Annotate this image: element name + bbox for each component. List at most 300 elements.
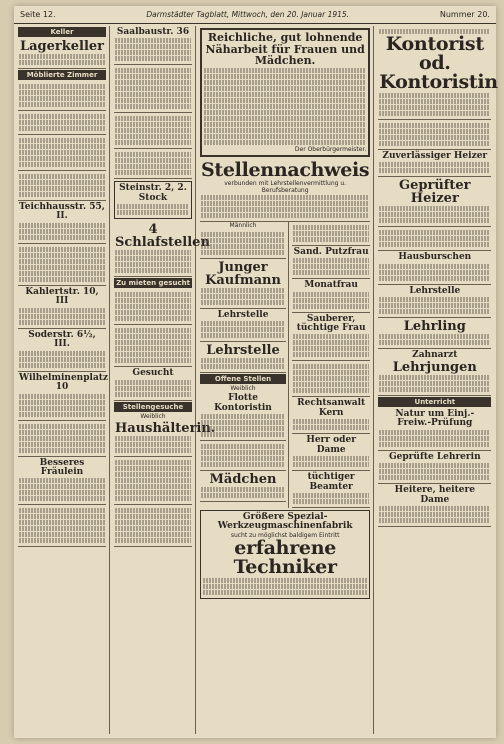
classified-ad (200, 309, 286, 342)
text-line-placeholder (379, 334, 490, 339)
text-line-placeholder (293, 237, 369, 242)
text-line-placeholder (117, 210, 189, 215)
text-line-placeholder (115, 358, 191, 363)
text-line-placeholder (201, 358, 285, 363)
classified-ad (200, 510, 370, 599)
text-line-placeholder (201, 201, 369, 206)
classified-ad (378, 177, 491, 227)
text-line-placeholder (115, 490, 191, 495)
text-line-placeholder (379, 168, 490, 173)
ad-junger-kaufmann: Junger Kaufmann (205, 259, 281, 288)
subsection-weiblich: Weiblich (140, 412, 166, 420)
classified-ad (114, 505, 192, 547)
text-line-placeholder (115, 92, 191, 97)
classified-ad (200, 392, 286, 441)
column-2 (114, 26, 216, 734)
text-line-placeholder (115, 460, 191, 465)
text-line-placeholder (293, 225, 369, 230)
ad-sucht: sucht zu möglichst baldigem Eintritt (230, 531, 340, 539)
text-line-placeholder (19, 138, 105, 143)
text-line-placeholder (379, 29, 490, 34)
text-line-placeholder (19, 84, 105, 89)
text-line-placeholder (201, 493, 285, 498)
text-line-placeholder (201, 232, 285, 237)
text-line-placeholder (115, 250, 191, 255)
text-line-placeholder (19, 265, 105, 270)
classified-ad (114, 181, 192, 219)
text-line-placeholder (293, 370, 369, 375)
text-line-placeholder (115, 328, 191, 333)
classified-ad (114, 420, 216, 457)
text-line-placeholder (204, 122, 366, 127)
text-line-placeholder (379, 123, 490, 128)
classified-ad (18, 457, 106, 506)
classified-ad (378, 26, 498, 120)
text-line-placeholder (115, 346, 191, 351)
classified-ad (378, 251, 491, 284)
text-line-placeholder (379, 469, 490, 474)
text-line-placeholder (379, 162, 490, 167)
ad-soderstr: Soderstr. 6½, III. (28, 329, 96, 350)
ad-reichliche-naharbeit: Reichliche, gut lohnende Näharbeit für Frauen und Mädchen. (205, 31, 365, 68)
text-line-placeholder (19, 271, 105, 276)
text-line-placeholder (379, 206, 490, 211)
text-line-placeholder (115, 484, 191, 489)
classified-ad (114, 289, 192, 325)
text-line-placeholder (115, 472, 191, 477)
text-line-placeholder (19, 314, 105, 319)
ad-einj-pruefung: Natur um Einj.-Freiw.-Prüfung (395, 408, 475, 429)
text-line-placeholder (19, 394, 105, 399)
classified-ad (378, 285, 491, 318)
subsection-weiblich-2: Weiblich (230, 385, 256, 393)
text-line-placeholder (204, 104, 366, 109)
text-line-placeholder (19, 508, 105, 513)
text-line-placeholder (201, 426, 285, 431)
text-line-placeholder (115, 316, 191, 321)
text-line-placeholder (19, 277, 105, 282)
classified-ad (18, 421, 106, 457)
ad-lagerkeller: Lagerkeller (19, 39, 105, 54)
text-line-placeholder (115, 508, 191, 513)
text-line-placeholder (19, 150, 105, 155)
text-line-placeholder (115, 256, 191, 261)
text-line-placeholder (293, 292, 369, 297)
text-line-placeholder (201, 238, 285, 243)
text-line-placeholder (201, 414, 285, 419)
text-line-placeholder (293, 258, 369, 263)
text-line-placeholder (293, 364, 369, 369)
column-1 (18, 26, 110, 734)
classified-ad (18, 286, 106, 329)
text-line-placeholder (115, 56, 191, 61)
text-line-placeholder (293, 388, 369, 393)
ad-schlafstellen: 4 Schlafstellen (115, 222, 210, 251)
stellennachweis-title: Stellennachweis (201, 158, 370, 181)
ad-gepruefter-heizer: Geprüfter Heizer (399, 178, 471, 207)
text-line-placeholder (115, 514, 191, 519)
text-line-placeholder (204, 134, 366, 139)
classified-ad (18, 135, 106, 171)
text-line-placeholder (19, 442, 105, 447)
text-line-placeholder (115, 352, 191, 357)
text-line-placeholder (115, 538, 191, 543)
text-line-placeholder (19, 424, 105, 429)
text-line-placeholder (379, 236, 490, 241)
text-line-placeholder (19, 490, 105, 495)
text-line-placeholder (115, 38, 191, 43)
text-line-placeholder (293, 231, 369, 236)
text-line-placeholder (19, 351, 105, 356)
text-line-placeholder (201, 300, 285, 305)
text-line-placeholder (115, 310, 191, 315)
classified-ad (378, 451, 491, 484)
text-line-placeholder (19, 144, 105, 149)
text-line-placeholder (203, 584, 367, 589)
text-line-placeholder (201, 213, 369, 218)
ad-teichhausstr: Teichhausstr. 55, II. (19, 202, 105, 222)
ad-tuechtiger-beamter: tüchtiger Beamter (307, 472, 355, 492)
text-line-placeholder (293, 382, 369, 387)
text-line-placeholder (379, 436, 490, 441)
text-line-placeholder (201, 321, 285, 326)
text-line-placeholder (204, 80, 366, 85)
text-line-placeholder (19, 320, 105, 325)
text-line-placeholder (19, 363, 105, 368)
classified-ad (18, 201, 106, 244)
signature: Der Oberbürgermeister. (294, 145, 367, 153)
text-line-placeholder (379, 518, 490, 523)
classified-ad (114, 367, 192, 400)
text-line-placeholder (204, 110, 366, 115)
text-line-placeholder (379, 105, 490, 110)
text-line-placeholder (115, 86, 191, 91)
text-line-placeholder (201, 420, 285, 425)
text-line-placeholder (293, 499, 369, 504)
text-line-placeholder (19, 192, 105, 197)
classified-ad (18, 372, 109, 421)
text-line-placeholder (201, 207, 369, 212)
classified-ad (114, 26, 192, 65)
ad-rechtsanwalt: Rechtsanwalt Kern (297, 398, 366, 418)
ad-steinstr: Steinstr. 2, 2. Stock (119, 183, 187, 203)
text-line-placeholder (19, 162, 105, 167)
text-line-placeholder (115, 140, 191, 145)
text-line-placeholder (19, 229, 105, 234)
text-line-placeholder (115, 158, 191, 163)
ad-sand-putzfrau: Sand. Putzfrau (293, 246, 369, 257)
text-line-placeholder (379, 129, 490, 134)
text-line-placeholder (379, 387, 490, 392)
text-line-placeholder (19, 308, 105, 313)
text-line-placeholder (293, 298, 369, 303)
text-line-placeholder (115, 532, 191, 537)
newspaper-title: Darmstädter Tagblatt, Mittwoch, den 20. Januar 1915. (146, 10, 350, 19)
text-line-placeholder (19, 102, 105, 107)
text-line-placeholder (201, 244, 285, 249)
ad-spezial-werkzeug: Größere Spezial-Werkzeugmaschinenfabrik (217, 512, 353, 532)
classified-ad (200, 471, 286, 502)
text-line-placeholder (19, 186, 105, 191)
text-line-placeholder (204, 86, 366, 91)
text-line-placeholder (115, 478, 191, 483)
section-stellengesuche: Stellengesuche (114, 402, 192, 412)
ad-lehrstelle-2: Lehrstelle (206, 343, 280, 359)
text-line-placeholder (115, 436, 191, 441)
classified-ad (114, 457, 192, 505)
ad-saalbaustr: Saalbaustr. 36 (116, 27, 190, 37)
text-line-placeholder (19, 54, 105, 59)
text-line-placeholder (293, 493, 369, 498)
text-line-placeholder (115, 340, 191, 345)
classified-ad (18, 38, 106, 69)
text-line-placeholder (379, 442, 490, 447)
classified-ad (292, 434, 370, 471)
text-line-placeholder (115, 170, 191, 175)
ad-kahlertstr: Kahlertstr. 10, III (25, 286, 99, 307)
classified-ad (200, 28, 370, 157)
text-line-placeholder (379, 93, 490, 98)
text-line-placeholder (115, 526, 191, 531)
text-line-placeholder (293, 425, 369, 430)
text-line-placeholder (379, 99, 490, 104)
text-line-placeholder (204, 68, 366, 73)
text-line-placeholder (115, 304, 191, 309)
text-line-placeholder (19, 357, 105, 362)
text-line-placeholder (379, 512, 490, 517)
classified-ad (292, 246, 370, 279)
ad-zahnarzt: Zahnarzt (412, 350, 458, 361)
text-line-placeholder (115, 442, 191, 447)
text-line-placeholder (19, 156, 105, 161)
classified-ad (114, 65, 192, 113)
masthead (14, 6, 496, 24)
text-line-placeholder (201, 364, 285, 369)
ad-hausaelterin: Haushälterin. (115, 420, 216, 436)
text-line-placeholder (293, 270, 369, 275)
classified-ad (18, 111, 106, 135)
column-4 (378, 26, 498, 734)
text-line-placeholder (379, 276, 490, 281)
text-line-placeholder (115, 520, 191, 525)
section-offene-stellen: Offene Stellen (200, 374, 286, 384)
text-line-placeholder (19, 120, 105, 125)
text-line-placeholder (115, 50, 191, 55)
ad-maedchen: Mädchen (209, 471, 277, 487)
classified-ad (200, 159, 370, 222)
ad-lehrjungen: Lehrjungen (392, 359, 477, 375)
text-line-placeholder (19, 412, 105, 417)
ad-zuverlaessiger-heizer: Zuverlässiger Heizer (382, 151, 488, 161)
text-line-placeholder (379, 212, 490, 217)
text-line-placeholder (203, 590, 367, 595)
classified-ad (378, 318, 491, 349)
text-line-placeholder (379, 264, 490, 269)
section-moeblierte-zimmer: Möblierte Zimmer (18, 70, 106, 80)
classified-ad (378, 227, 491, 251)
text-line-placeholder (19, 247, 105, 252)
page-number: Seite 12. (20, 10, 56, 19)
text-line-placeholder (204, 128, 366, 133)
classified-ad (378, 150, 491, 177)
classified-ad (18, 244, 106, 286)
text-line-placeholder (19, 90, 105, 95)
classified-ad (378, 408, 491, 451)
issue-number: Nummer 20. (439, 10, 490, 19)
text-line-placeholder (201, 456, 285, 461)
classified-ad (200, 229, 286, 259)
text-line-placeholder (379, 430, 490, 435)
classified-ad (378, 349, 491, 395)
text-line-placeholder (115, 334, 191, 339)
text-line-placeholder (19, 538, 105, 543)
text-line-placeholder (379, 141, 490, 146)
text-line-placeholder (293, 304, 369, 309)
text-line-placeholder (19, 496, 105, 501)
text-line-placeholder (19, 526, 105, 531)
column-3 (200, 26, 374, 734)
text-line-placeholder (201, 450, 285, 455)
text-line-placeholder (19, 514, 105, 519)
text-line-placeholder (115, 74, 191, 79)
text-line-placeholder (293, 334, 369, 339)
text-line-placeholder (19, 174, 105, 179)
text-line-placeholder (201, 327, 285, 332)
text-line-placeholder (203, 578, 367, 583)
classified-ad (200, 441, 286, 471)
text-line-placeholder (115, 44, 191, 49)
text-line-placeholder (204, 98, 366, 103)
ad-flotte-kontoristin: Flotte Kontoristin (214, 393, 272, 413)
stellennachweis-subtitle: verbunden mit Lehrstellenvermittlung u. Berufsberatung (224, 179, 347, 194)
text-line-placeholder (115, 128, 191, 133)
text-line-placeholder (293, 264, 369, 269)
text-line-placeholder (19, 223, 105, 228)
text-line-placeholder (19, 520, 105, 525)
ad-lehrstelle: Lehrstelle (217, 309, 269, 320)
ad-hausburschen: Hausburschen (398, 252, 472, 263)
section-zu-mieten-gesucht: Zu mieten gesucht (114, 278, 192, 288)
text-line-placeholder (293, 419, 369, 424)
classified-ad (292, 471, 370, 508)
ad-herr-oder-dame: Herr oder Dame (306, 435, 356, 455)
text-line-placeholder (115, 80, 191, 85)
classified-ad (18, 171, 106, 201)
classified-ad (292, 361, 370, 397)
text-line-placeholder (115, 380, 191, 385)
text-line-placeholder (19, 235, 105, 240)
text-line-placeholder (19, 484, 105, 489)
ad-monatfrau: Monatfrau (304, 280, 358, 291)
classified-ad (292, 313, 370, 362)
text-line-placeholder (19, 96, 105, 101)
text-line-placeholder (19, 60, 105, 65)
section-keller: Keller (18, 27, 106, 37)
text-line-placeholder (115, 496, 191, 501)
text-line-placeholder (293, 340, 369, 345)
text-line-placeholder (115, 68, 191, 73)
text-line-placeholder (201, 294, 285, 299)
text-line-placeholder (19, 532, 105, 537)
text-line-placeholder (379, 381, 490, 386)
text-line-placeholder (115, 386, 191, 391)
text-line-placeholder (19, 253, 105, 258)
ad-lehrling: Lehrling (403, 319, 466, 335)
text-line-placeholder (379, 309, 490, 314)
text-line-placeholder (115, 98, 191, 103)
classified-ad (18, 505, 106, 547)
text-line-placeholder (293, 352, 369, 357)
classified-ad (114, 221, 210, 277)
ad-wilhelminenplatz: Wilhelminenplatz 10 (19, 372, 109, 393)
text-line-placeholder (379, 270, 490, 275)
ad-besseres-fraeulein: Besseres Fräulein (39, 457, 85, 477)
text-line-placeholder (293, 456, 369, 461)
text-line-placeholder (379, 242, 490, 247)
text-line-placeholder (19, 436, 105, 441)
text-line-placeholder (19, 259, 105, 264)
text-line-placeholder (201, 444, 285, 449)
text-line-placeholder (379, 111, 490, 116)
text-line-placeholder (204, 116, 366, 121)
classified-ad (18, 81, 106, 111)
classified-ad (378, 120, 491, 150)
text-line-placeholder (201, 487, 285, 492)
text-line-placeholder (379, 218, 490, 223)
text-line-placeholder (379, 230, 490, 235)
text-line-placeholder (204, 92, 366, 97)
ad-gepruefte-lehrerin: Geprüfte Lehrerin (388, 451, 481, 462)
text-line-placeholder (115, 164, 191, 169)
subsection-maennlich: Männlich (229, 221, 257, 229)
text-line-placeholder (293, 462, 369, 467)
text-line-placeholder (201, 333, 285, 338)
text-line-placeholder (201, 288, 285, 293)
text-line-placeholder (19, 400, 105, 405)
text-line-placeholder (201, 462, 285, 467)
classified-ad (114, 113, 192, 149)
ad-heitere-dame: Heitere, heitere Dame (394, 485, 475, 505)
text-line-placeholder (201, 250, 285, 255)
text-line-placeholder (115, 116, 191, 121)
text-line-placeholder (293, 376, 369, 381)
text-line-placeholder (115, 134, 191, 139)
text-line-placeholder (379, 375, 490, 380)
ad-lehrstelle-col4: Lehrstelle (409, 285, 461, 296)
text-line-placeholder (115, 122, 191, 127)
text-line-placeholder (293, 346, 369, 351)
ad-kontorist: Kontorist od. Kontoristin (379, 33, 498, 93)
text-line-placeholder (379, 135, 490, 140)
text-line-placeholder (379, 297, 490, 302)
classified-ad (18, 329, 106, 372)
section-unterricht: Unterricht (378, 397, 491, 407)
text-line-placeholder (115, 298, 191, 303)
text-line-placeholder (201, 195, 369, 200)
text-line-placeholder (115, 466, 191, 471)
text-line-placeholder (379, 303, 490, 308)
text-line-placeholder (19, 448, 105, 453)
text-line-placeholder (379, 506, 490, 511)
text-line-placeholder (19, 180, 105, 185)
classified-ad (292, 279, 370, 312)
text-line-placeholder (19, 114, 105, 119)
text-line-placeholder (379, 340, 490, 345)
text-line-placeholder (201, 432, 285, 437)
text-line-placeholder (115, 268, 191, 273)
text-line-placeholder (19, 406, 105, 411)
text-line-placeholder (19, 430, 105, 435)
